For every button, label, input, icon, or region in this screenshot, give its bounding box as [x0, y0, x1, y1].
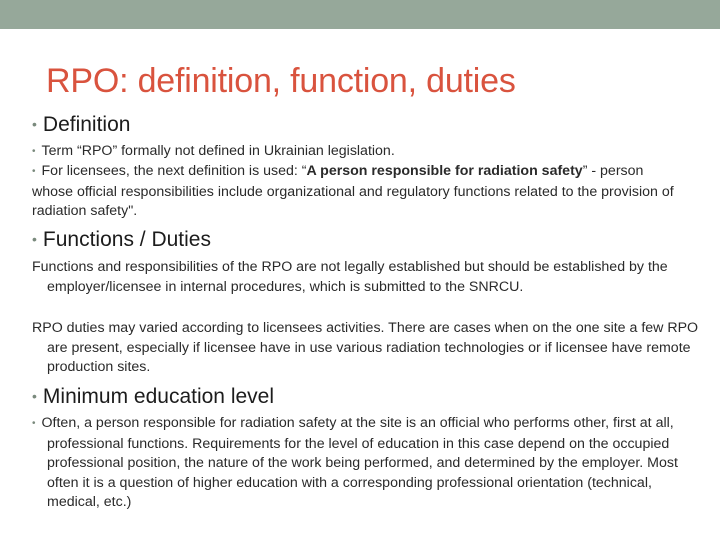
bullet-icon: •: [32, 146, 36, 157]
education-item-text: Often, a person responsible for radiation safety at the site is an official who performs other, first at all, professional functions. Requirements for the level of education in this case depend on the occupied professional position, the nature of the work being performed, and determined by the employer. Most often it is a question of higher education with a corresponding professional orientation (technical, medical, etc.): [41, 415, 678, 510]
definition-item-2: [32, 162, 687, 222]
bullet-icon: •: [32, 231, 37, 247]
bullet-icon: •: [32, 418, 36, 429]
education-item: [32, 414, 702, 513]
top-accent-bar: [0, 0, 720, 29]
definition-item-2-bold: A person responsible for radiation safety: [306, 163, 583, 179]
heading-education-text: Minimum education level: [42, 385, 275, 408]
heading-functions-text: Functions / Duties: [42, 228, 211, 251]
bullet-icon: •: [32, 116, 37, 132]
definition-item-1: [32, 142, 687, 163]
functions-paragraph-1: Functions and responsibilities of the RPO are not legally established but should be established by the employer/licensee in internal procedures, which is submitted to the SNRCU.: [32, 259, 668, 295]
heading-definition-text: Definition: [42, 113, 131, 136]
heading-education: [32, 385, 274, 409]
definition-item-1-text: Term “RPO” formally not defined in Ukrainian legislation.: [41, 143, 395, 159]
bullet-icon: •: [32, 166, 36, 177]
functions-paragraph-2: RPO duties may varied according to licensees activities. There are cases when on the one site a few RPO are present, especially if licensee have in use various radiation technologies or if licensee have remote production sites.: [32, 320, 699, 375]
heading-definition: [32, 113, 130, 137]
definition-item-2-post: ” - person whose official responsibilities include organizational and regulatory functions related to the provision of radiation safety".: [32, 163, 674, 219]
slide-title: RPO: definition, function, duties: [46, 62, 516, 100]
heading-functions: [32, 228, 211, 252]
definition-item-2-pre: For licensees, the next definition is used: “: [41, 163, 307, 179]
bullet-icon: •: [32, 388, 37, 404]
